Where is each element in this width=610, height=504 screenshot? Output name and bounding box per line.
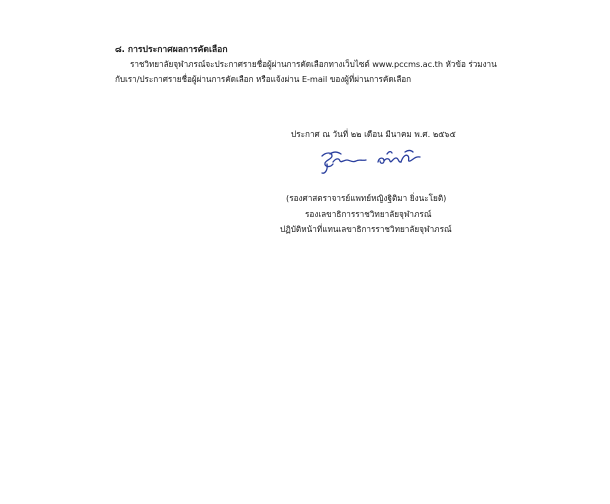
signature-stroke xyxy=(333,159,366,162)
handwritten-signature xyxy=(316,146,426,176)
signatory-title: รองเลขาธิการราชวิทยาลัยจุฬาภรณ์ xyxy=(305,209,432,219)
signatory-name: (รองศาสตราจารย์แพทย์หญิงฐิติมา ยิ่งนะโยติ) xyxy=(286,193,447,203)
signature-stroke xyxy=(401,155,420,162)
signature-stroke xyxy=(378,158,401,163)
signature-stroke xyxy=(322,164,327,173)
signatory-acting-title: ปฏิบัติหน้าที่แทนเลขาธิการราชวิทยาลัยจุฬาภรณ์ xyxy=(280,224,452,234)
announcement-date: ประกาศ ณ วันที่ ๒๒ เดือน มีนาคม พ.ศ. ๒๕๖๕ xyxy=(291,129,456,139)
paragraph-line-1: ราชวิทยาลัยจุฬาภรณ์จะประกาศรายชื่อผู้ผ่านการคัดเลือกทางเว็บไซต์ www.pccms.ac.th หัวข้อ ร่วมงาน xyxy=(130,59,497,69)
signature-stroke xyxy=(405,151,413,153)
signature-stroke xyxy=(387,152,392,154)
paragraph-line-2: กับเรา/ประกาศรายชื่อผู้ผ่านการคัดเลือก หรือแจ้งผ่าน E-mail ของผู้ที่ผ่านการคัดเลือก xyxy=(115,74,412,84)
section-heading: ๘. การประกาศผลการคัดเลือก xyxy=(115,45,228,55)
